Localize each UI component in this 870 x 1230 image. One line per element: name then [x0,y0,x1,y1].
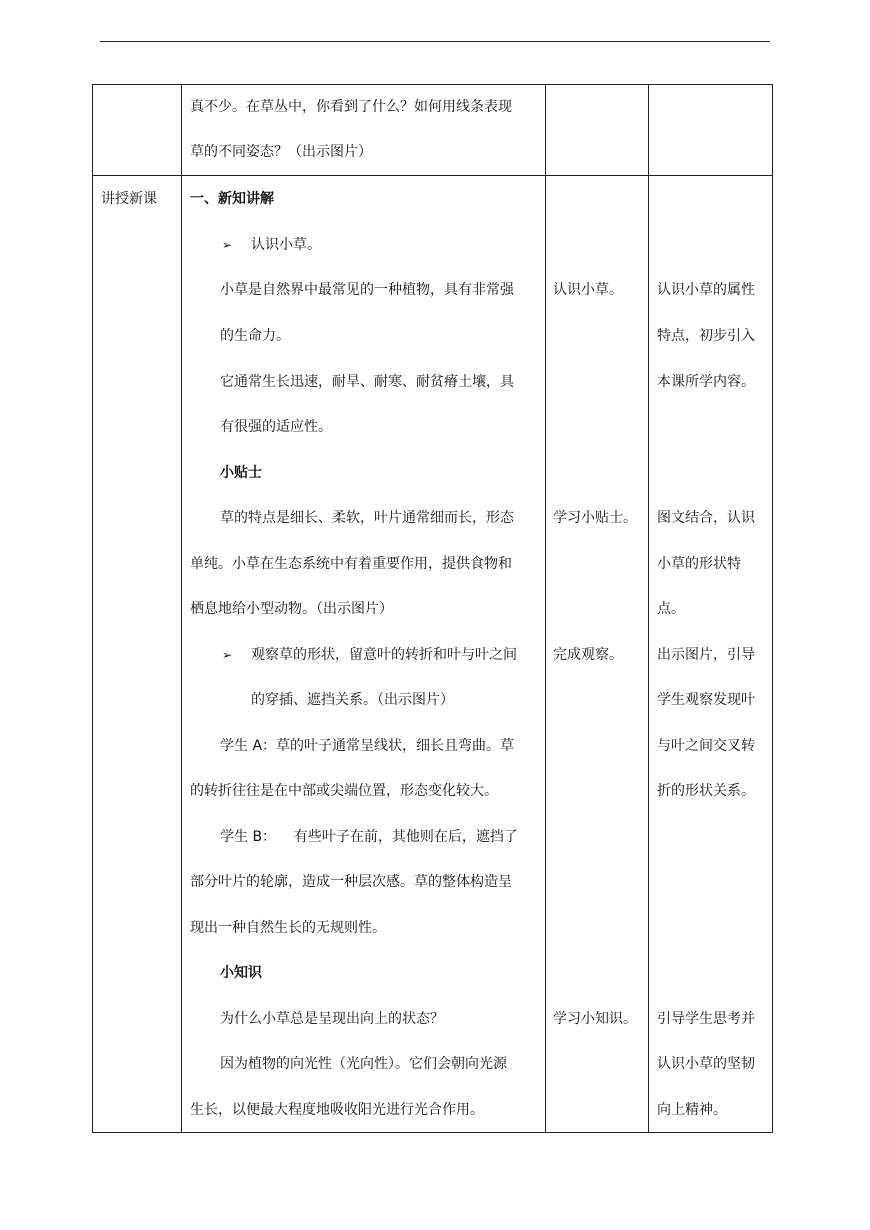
bullet-item: 认识小草。 [251,237,321,253]
tip-line: 草的特点是细长、柔软，叶片通常细而长，形态 [220,510,514,526]
design-intent-line: 认识小草的属性 [657,282,755,298]
table-border-bottom [92,1132,773,1133]
column-divider [545,84,546,1133]
knowledge-title: 小知识 [220,965,262,981]
stage-label: 讲授新课 [101,191,157,207]
design-intent-line: 折的形状关系。 [657,783,755,799]
design-intent-line: 学生观察发现叶 [657,692,755,708]
design-intent-line: 引导学生思考并 [657,1011,755,1027]
paragraph-line: 的生命力。 [220,328,290,344]
bullet-item: 观察草的形状，留意叶的转折和叶与叶之间 [251,647,517,663]
column-divider [181,84,182,1133]
column-divider [648,84,649,1133]
student-activity: 认识小草。 [553,282,623,298]
page-header-rule [100,41,770,42]
paragraph-line: 小草是自然界中最常见的一种植物，具有非常强 [220,282,514,298]
student-b-line: 学生 B： 有些叶子在前，其他则在后，遮挡了 [220,829,518,845]
design-intent-line: 点。 [657,601,685,617]
section-title: 一、新知讲解 [190,191,274,207]
table-border-right [772,84,773,1133]
tip-title: 小贴士 [220,465,262,481]
bullet-arrow-icon: ➢ [222,648,233,662]
student-b-line: 部分叶片的轮廓，造成一种层次感。草的整体构造呈 [190,874,512,890]
table-border-top [92,84,773,85]
design-intent-line: 认识小草的坚韧 [657,1056,755,1072]
student-activity: 学习小贴士。 [553,510,637,526]
student-activity: 学习小知识。 [553,1011,637,1027]
design-intent-line: 小草的形状特 [657,556,741,572]
paragraph-line: 有很强的适应性。 [220,419,332,435]
student-b-line: 现出一种自然生长的无规则性。 [190,920,386,936]
student-a-line: 学生 A：草的叶子通常呈线状，细长且弯曲。草 [220,738,515,754]
design-intent-line: 向上精神。 [657,1102,727,1118]
table-border-left [92,84,93,1133]
lesson-plan-table [92,84,773,1133]
design-intent-line: 本课所学内容。 [657,374,755,390]
paragraph-line: 它通常生长迅速，耐旱、耐寒、耐贫瘠土壤，具 [220,374,514,390]
design-intent-line: 特点，初步引入 [657,328,755,344]
bullet-item: 的穿插、遮挡关系。（出示图片） [251,692,454,708]
design-intent-line: 图文结合，认识 [657,510,755,526]
student-activity: 完成观察。 [553,647,623,663]
student-a-line: 的转折往往是在中部或尖端位置，形态变化较大。 [190,783,498,799]
design-intent-line: 出示图片，引导 [657,647,755,663]
teaching-step-line: 真不少。在草丛中，你看到了什么？如何用线条表现 [190,99,512,115]
knowledge-answer-line: 生长，以便最大程度地吸收阳光进行光合作用。 [190,1102,484,1118]
tip-line: 栖息地给小型动物。（出示图片） [190,601,393,617]
row-divider [92,175,773,176]
teaching-step-line: 草的不同姿态？（出示图片） [190,144,372,160]
tip-line: 单纯。小草在生态系统中有着重要作用，提供食物和 [190,556,512,572]
bullet-arrow-icon: ➢ [222,238,233,252]
knowledge-question: 为什么小草总是呈现出向上的状态？ [220,1011,444,1027]
design-intent-line: 与叶之间交叉转 [657,738,755,754]
knowledge-answer-line: 因为植物的向光性（光向性）。它们会朝向光源 [220,1056,507,1072]
